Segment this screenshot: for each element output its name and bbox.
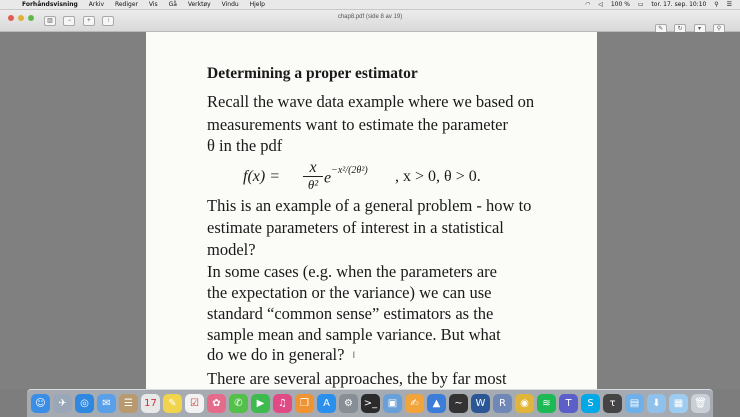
menu-file[interactable]: Arkiv	[88, 1, 105, 8]
menu-help[interactable]: Hjelp	[249, 1, 265, 8]
markup-icon[interactable]: ✎	[655, 24, 667, 34]
paragraph-line: This is an example of a general problem - how to	[207, 196, 532, 215]
dock-keynote-icon[interactable]: ▲	[427, 394, 446, 413]
dock-teams-icon[interactable]: T	[559, 394, 578, 413]
zoom-in-icon[interactable]: +	[83, 16, 95, 26]
menu-window[interactable]: Vindu	[221, 1, 239, 8]
formula-exponential	[324, 165, 368, 187]
spotlight-icon[interactable]: ⚲	[714, 1, 719, 8]
dock-pages-icon[interactable]: ✍	[405, 394, 424, 413]
formula-lhs: f(x) =	[243, 168, 280, 185]
dock-safari-icon[interactable]: ◎	[75, 394, 94, 413]
paragraph-line: measurements want to estimate the parameter	[207, 115, 509, 134]
dock-preview-icon[interactable]: ▣	[383, 394, 402, 413]
rotate-icon[interactable]: ↻	[674, 24, 686, 34]
notification-center-icon[interactable]: ☰	[726, 1, 732, 8]
paragraph-line: Recall the wave data example where we based on	[207, 92, 535, 111]
dock	[27, 389, 713, 417]
battery-percent[interactable]: 100 %	[610, 1, 630, 8]
highlight-icon[interactable]: ▾	[694, 24, 706, 34]
search-icon[interactable]: ⚲	[713, 24, 725, 34]
dock-mail-icon[interactable]: ✉	[97, 394, 116, 413]
dock-activity-monitor-icon[interactable]: ~	[449, 394, 468, 413]
dock-calendar-icon[interactable]: 17	[141, 394, 160, 413]
paragraph-line: model?	[207, 240, 256, 259]
menu-view[interactable]: Vis	[148, 1, 158, 8]
paragraph-line	[207, 345, 355, 365]
dock-system-preferences-icon[interactable]: ⚙	[339, 394, 358, 413]
dock-folder-icon[interactable]: ▤	[625, 394, 644, 413]
dock-tex-icon[interactable]: τ	[603, 394, 622, 413]
formula-base: e	[324, 169, 332, 187]
dock-skype-icon[interactable]: S	[581, 394, 600, 413]
dock-finder-icon[interactable]: ☺	[31, 394, 50, 413]
dock-spotify-icon[interactable]: ≋	[537, 394, 556, 413]
menu-edit[interactable]: Rediger	[114, 1, 138, 8]
dock-reminders-icon[interactable]: ☑	[185, 394, 204, 413]
formula-numerator: x	[303, 160, 323, 177]
window-title: chap8.pdf (side 8 av 19)	[337, 14, 403, 20]
paragraph-line: In some cases (e.g. when the parameters are	[207, 262, 497, 281]
battery-icon: ▭	[637, 1, 644, 8]
share-icon[interactable]: ↑	[102, 16, 114, 26]
dock-r-icon[interactable]: R	[493, 394, 512, 413]
dock-chrome-icon[interactable]: ◉	[515, 394, 534, 413]
menu-bar	[0, 0, 740, 10]
paragraph-text: do we do in general?	[207, 345, 345, 364]
paragraph-line: θ in the pdf	[207, 136, 283, 155]
pdf-page[interactable]	[146, 32, 597, 389]
dock-app-store-icon[interactable]: A	[317, 394, 336, 413]
menu-list	[22, 0, 274, 9]
menu-tools[interactable]: Verktøy	[187, 1, 211, 8]
paragraph-line: standard “common sense” estimators as the	[207, 304, 494, 323]
dock-ibooks-icon[interactable]: ❒	[295, 394, 314, 413]
dock-photos-icon[interactable]: ✿	[207, 394, 226, 413]
dock-messages-icon[interactable]: ✆	[229, 394, 248, 413]
wifi-icon[interactable]: ◠	[585, 1, 591, 8]
dock-downloads-icon[interactable]: ⬇	[647, 394, 666, 413]
formula-fraction	[303, 160, 323, 193]
dock-documents-icon[interactable]: ▦	[669, 394, 688, 413]
zoom-out-icon[interactable]: −	[63, 16, 75, 26]
formula-condition: , x > 0, θ > 0.	[395, 168, 481, 185]
paragraph-line: There are several approaches, the by far most	[207, 369, 507, 388]
text-cursor-icon: I	[352, 351, 356, 362]
formula-exponent: −x²/(2θ²)	[331, 165, 368, 176]
dock-contacts-icon[interactable]: ☰	[119, 394, 138, 413]
paragraph-line: estimate parameters of interest in a statistical	[207, 218, 504, 237]
dock-trash-icon[interactable]: 🗑	[691, 394, 710, 413]
dock-launchpad-icon[interactable]: ✈	[53, 394, 72, 413]
menu-clock[interactable]: tor. 17. sep. 10:10	[651, 1, 707, 8]
paragraph-line: the expectation or the variance) we can use	[207, 283, 492, 302]
menu-go[interactable]: Gå	[168, 1, 177, 8]
page-heading: Determining a proper estimator	[207, 65, 418, 82]
volume-icon[interactable]: ◁	[598, 1, 603, 8]
window-titlebar	[0, 10, 740, 32]
sidebar-toggle-icon[interactable]: ▥	[44, 16, 56, 26]
dock-word-icon[interactable]: W	[471, 394, 490, 413]
dock-itunes-icon[interactable]: ♫	[273, 394, 292, 413]
dock-facetime-icon[interactable]: ▶	[251, 394, 270, 413]
paragraph-line: sample mean and sample variance. But what	[207, 325, 501, 344]
dock-terminal-icon[interactable]: >_	[361, 394, 380, 413]
formula-denominator: θ²	[307, 177, 319, 192]
status-area	[579, 0, 732, 9]
menu-app-name[interactable]: Forhåndsvisning	[22, 1, 78, 8]
dock-notes-icon[interactable]: ✎	[163, 394, 182, 413]
